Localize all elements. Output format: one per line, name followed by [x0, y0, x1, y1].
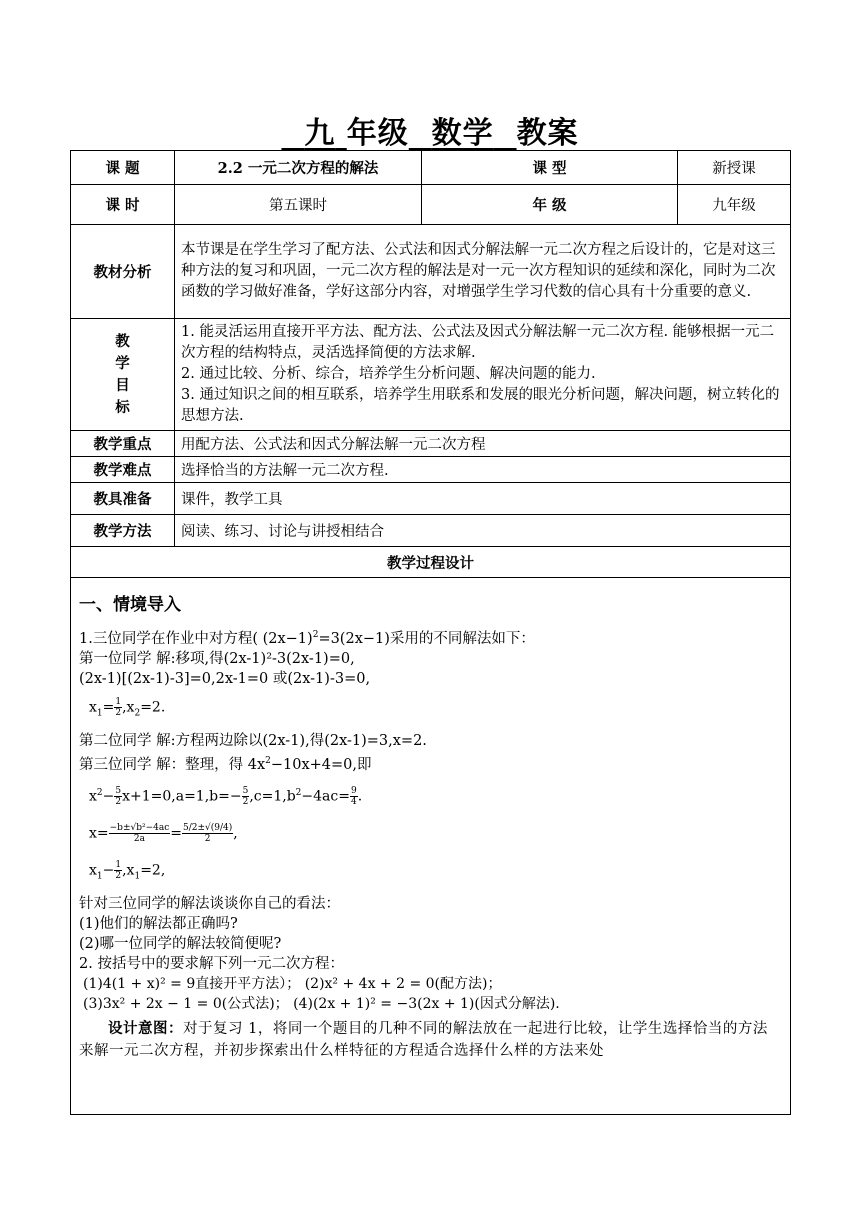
- student-2-line: 第二位同学 解:方程两边除以(2x-1),得(2x-1)=3,x=2.: [79, 733, 427, 750]
- row-tools: [71, 483, 791, 515]
- type-label: 课 型: [422, 151, 678, 185]
- type-value: 新授课: [678, 151, 791, 185]
- row-period: [71, 185, 791, 225]
- key-point-text: 用配方法、公式法和因式分解法解一元二次方程: [175, 431, 791, 457]
- grade-suffix: 年级: [346, 116, 409, 151]
- method-text: 阅读、练习、讨论与讲授相结合: [175, 515, 791, 547]
- goals-label: 教 学 目 标: [71, 319, 175, 431]
- student-1-line-2: (2x-1)[(2x-1)-3]=0,2x-1=0 或(2x-1)-3=0,: [79, 670, 371, 687]
- method-label: 教学方法: [71, 515, 175, 547]
- student-3-line: 第三位同学 解：整理，得 $4x^2-10x+4=0$,即: [79, 756, 372, 773]
- topic-value: 2.2 一元二次方程的解法: [175, 151, 422, 185]
- student-1-result: $x_1=$ $\frac{1}{2}$ $,x_2=2$.: [89, 696, 166, 719]
- page-title: [0, 108, 860, 152]
- student-1-line-1: 第一位同学 解:移项,得(2x-1)²-3(2x-1)=0,: [79, 650, 355, 667]
- row-goals: [71, 319, 791, 431]
- section-heading: 一、情境导入: [79, 595, 181, 615]
- difficulty-label: 教学难点: [71, 457, 175, 483]
- student-3-formula-2: x= $\frac{\text{−b±√b²−4ac}}{2a}$ = $\frac{5/2\pm√(9/4)}{2}$ ,: [89, 823, 238, 845]
- question-2-line-2: (3)3x² + 2x − 1 = 0(公式法)； (4)(2x + 1)² = −3(2x + 1)(因式分解法).: [83, 996, 560, 1013]
- doc-type: 教案: [516, 116, 579, 151]
- row-process-body: [71, 578, 791, 1115]
- student-3-formula-3: $x_1-$ $\frac{1}{2}$ $,x_1=2$,: [89, 860, 166, 882]
- row-process-title: [71, 547, 791, 578]
- row-method: [71, 515, 791, 547]
- row-key-point: [71, 431, 791, 457]
- topic-label: 课 题: [71, 151, 175, 185]
- goal-item: 1. 能灵活运用直接开平方法、配方法、公式法及因式分解法解一元二次方程. 能够根据一元二次方程的结构特点，灵活选择简便的方法求解.: [181, 324, 775, 361]
- design-intent: [79, 1018, 782, 1062]
- question-a: (1)他们的解法都正确吗?: [79, 916, 238, 933]
- key-point-label: 教学重点: [71, 431, 175, 457]
- process-title: 教学过程设计: [71, 547, 791, 578]
- analysis-text: 本节课是在学生学习了配方法、公式法和因式分解法解一元二次方程之后设计的，它是对这三种方法的复习和巩固，一元二次方程的解法是对一元一次方程知识的延续和深化，同时为二次函数的学习做好准备，学好这部分内容，对增强学生学习代数的信心具有十分重要的意义.: [175, 225, 791, 319]
- analysis-label: 教材分析: [71, 225, 175, 319]
- design-text: 对于复习 1，将同一个题目的几种不同的解法放在一起进行比较，让学生选择恰当的方法来解一元二次方程，并初步探索出什么样特征的方程适合选择什么样的方法来处: [79, 1021, 768, 1060]
- row-topic: [71, 151, 791, 185]
- goals-list: [175, 319, 791, 431]
- tools-label: 教具准备: [71, 483, 175, 515]
- row-difficulty: [71, 457, 791, 483]
- question-2-line-1: (1)4(1 + x)² = 9直接开平方法）； (2)x² + 4x + 2 = 0(配方法)；: [83, 976, 502, 993]
- question-b: (2)哪一位同学的解法较简便呢?: [79, 936, 282, 953]
- student-3-formula-1: $x^2-$ $\frac{5}{2}$ x+1=0,a=1,b=− $\frac{5}{2}$ $,c=1,b^2-4ac=$ $\frac{9}{4}$ .: [89, 786, 363, 808]
- period-label: 课 时: [71, 185, 175, 225]
- grade-value: 九年级: [678, 185, 791, 225]
- question-1-intro: 1.三位同学在作业中对方程( $(2x-1)^2=3(2x-1)$采用的不同解法如下：: [79, 630, 535, 647]
- question-2: 2. 按括号中的要求解下列一元二次方程：: [79, 956, 344, 973]
- goal-item: 3. 通过知识之间的相互联系，培养学生用联系和发展的眼光分析问题，解决问题，树立转化的思想方法.: [181, 387, 780, 424]
- grade-blank: 九: [304, 116, 336, 151]
- row-analysis: [71, 225, 791, 319]
- tools-text: 课件，教学工具: [175, 483, 791, 515]
- subject-blank: 数学: [431, 116, 494, 151]
- process-body: [71, 578, 791, 1115]
- goal-item: 2. 通过比较、分析、综合，培养学生分析问题、解决问题的能力.: [181, 366, 596, 382]
- period-value: 第五课时: [175, 185, 422, 225]
- design-label: 设计意图：: [108, 1021, 183, 1038]
- lesson-plan-table: [70, 150, 791, 1115]
- grade-label: 年 级: [422, 185, 678, 225]
- discussion-prompt: 针对三位同学的解法谈谈你自己的看法：: [79, 896, 340, 913]
- difficulty-text: 选择恰当的方法解一元二次方程.: [175, 457, 791, 483]
